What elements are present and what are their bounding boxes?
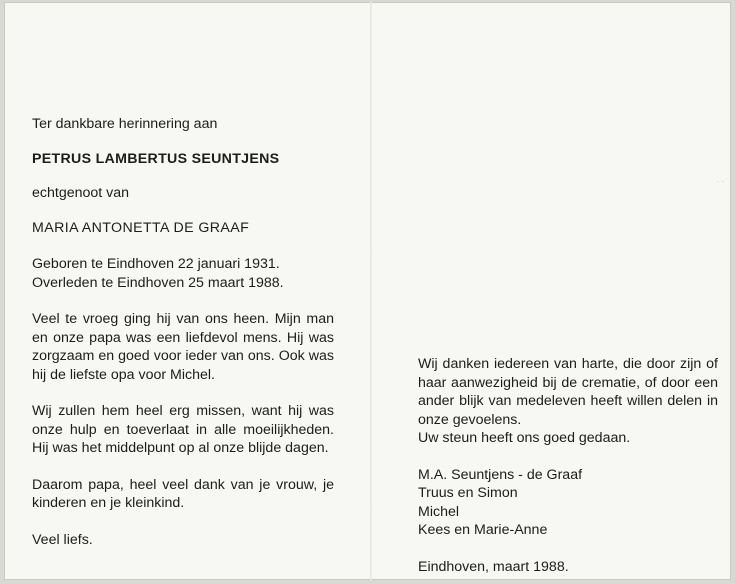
signatory: Kees en Marie-Anne	[418, 522, 548, 538]
relation-line: echtgenoot van	[32, 185, 130, 201]
signatory: Truus en Simon	[418, 485, 518, 501]
spouse-name: MARIA ANTONETTA DE GRAAF	[32, 219, 250, 236]
paragraph-2: Wij zullen hem heel erg missen, want hij was onze hulp en toeverlaat in alle moeilijkheden. Hij was het middelpunt op al onze blijde dagen.	[32, 403, 334, 456]
paragraph-1: Veel te vroeg ging hij van ons heen. Mijn man en onze papa was een liefdevol mens. Hij was zorgzaam en goed voor ieder van ons. Ook was hij de liefste opa voor Michel.	[32, 311, 334, 383]
closing-line: Veel liefs.	[32, 531, 93, 548]
paper-speck: ˙ ˙	[717, 180, 725, 189]
place-date: Eindhoven, maart 1988.	[418, 558, 569, 575]
right-panel	[418, 355, 718, 576]
birth-line: Geboren te Eindhoven 22 januari 1931.	[32, 256, 280, 272]
signatories	[418, 466, 718, 540]
paragraph-3: Daarom papa, heel veel dank van je vrouw, je kinderen en je kleinkind.	[32, 476, 334, 511]
signatory: Michel	[418, 503, 459, 520]
thanks-paragraph: Wij danken iedereen van harte, die door zijn of haar aanwezigheid bij de crematie, of door een ander blijk van medeleven heeft willen delen in onze gevoelens.	[418, 356, 718, 428]
intro-line: Ter dankbare herinnering aan	[32, 116, 218, 132]
card-fold	[370, 2, 372, 580]
deceased-name: PETRUS LAMBERTUS SEUNTJENS	[32, 150, 280, 167]
signatory: M.A. Seuntjens - de Graaf	[418, 466, 583, 483]
death-line: Overleden te Eindhoven 25 maart 1988.	[32, 274, 284, 291]
support-line: Uw steun heeft ons goed gedaan.	[418, 430, 631, 446]
left-panel	[32, 115, 334, 549]
